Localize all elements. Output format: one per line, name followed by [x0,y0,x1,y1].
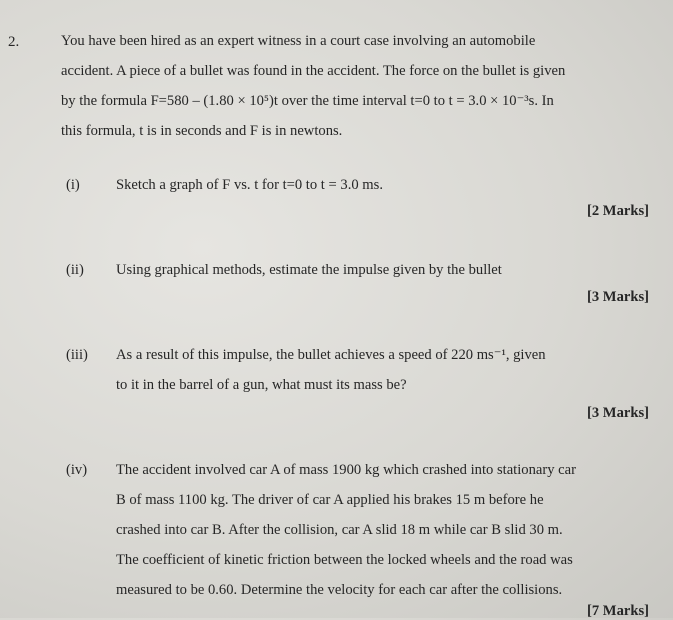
part-label: (iv) [66,462,88,478]
part-line: Sketch a graph of F vs. t for t=0 to t = 3.0 ms. [116,177,383,193]
part-line: measured to be 0.60. Determine the velocity for each car after the collisions. [116,582,563,598]
part-label: (iii) [66,347,88,363]
intro-line: You have been hired as an expert witness in a court case involving an automobile [61,33,536,49]
part-line: The coefficient of kinetic friction between the locked wheels and the road was [116,552,573,568]
part-line: to it in the barrel of a gun, what must its mass be? [116,377,407,393]
part-line: Using graphical methods, estimate the impulse given by the bullet [116,262,502,278]
part-line: B of mass 1100 kg. The driver of car A applied his brakes 15 m before he [116,492,544,508]
part-text [116,340,656,400]
marks-label: [3 Marks] [586,405,649,421]
marks-label: [2 Marks] [586,203,649,219]
intro-line: this formula, t is in seconds and F is in newtons. [61,123,343,139]
part-line: As a result of this impulse, the bullet achieves a speed of 220 ms⁻¹, given [116,347,546,363]
question-intro [61,26,657,146]
part-text [116,255,656,285]
marks-label: [7 Marks] [586,603,649,619]
question-number: 2. [8,34,20,50]
intro-line: by the formula F=580 – (1.80 × 10⁵)t over the time interval t=0 to t = 3.0 × 10⁻³s. In [61,93,554,109]
part-text [116,455,656,605]
marks-label: [3 Marks] [586,289,649,305]
intro-line: accident. A piece of a bullet was found in the accident. The force on the bullet is given [61,63,566,79]
part-text [116,170,656,200]
part-line: crashed into car B. After the collision, car A slid 18 m while car B slid 30 m. [116,522,563,538]
part-line: The accident involved car A of mass 1900 kg which crashed into stationary car [116,462,576,478]
part-label: (i) [66,177,80,193]
part-label: (ii) [66,262,84,278]
